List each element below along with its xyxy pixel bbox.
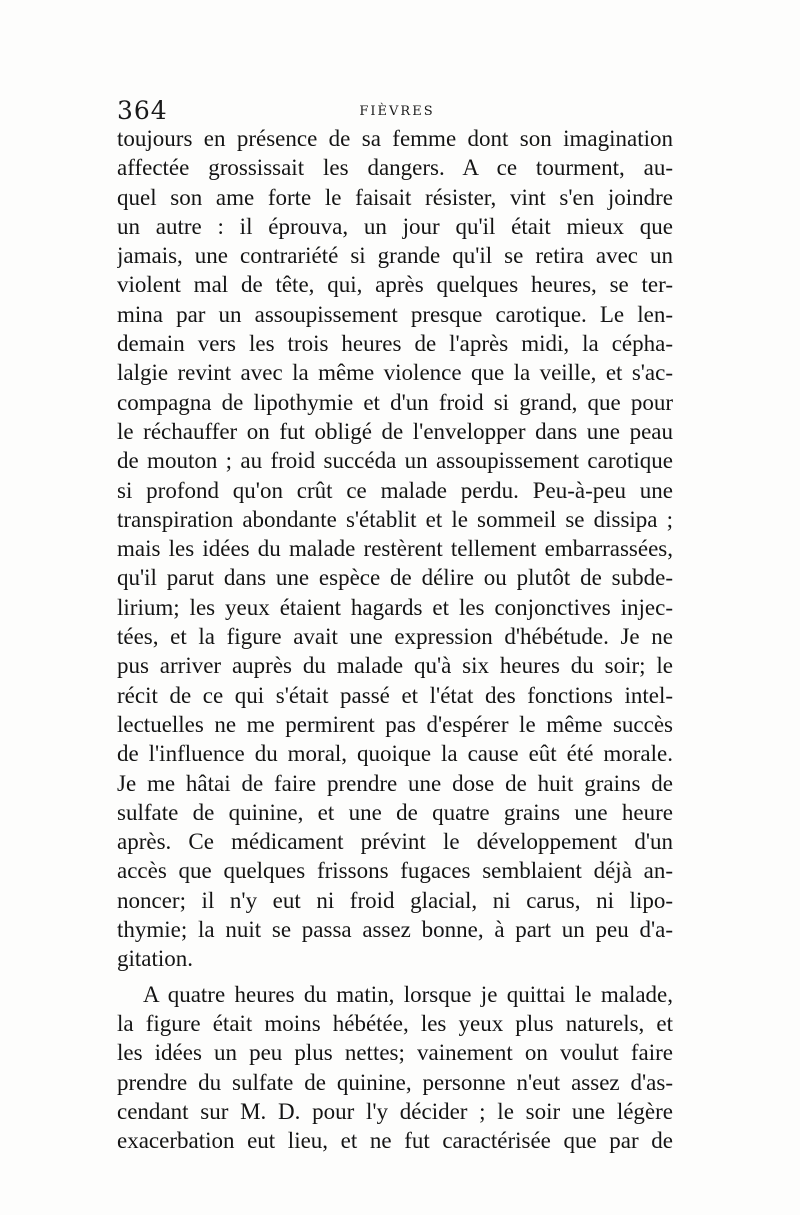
text-line: violent mal de tête, qui, après quelques heures, se ter- [117,272,673,298]
text-line: le réchauffer on fut obligé de l'envelopper dans une peau [117,418,673,444]
text-line: Je me hâtai de faire prendre une dose de huit grains de [117,770,673,796]
text-line: de l'influence du moral, quoique la cause eût été morale. [117,741,673,767]
text-line: après. Ce médicament prévint le développement d'un [117,829,673,855]
text-line: mina par un assoupissement presque carotique. Le len- [117,301,673,327]
text-line: la figure était moins hébétée, les yeux plus naturels, et [117,1010,673,1036]
running-head: FIÈVRES [359,104,435,119]
text-line: de mouton ; au froid succéda un assoupissement carotique [117,448,673,474]
text-line: sulfate de quinine, et une de quatre grains une heure [117,799,673,825]
text-line: lirium; les yeux étaient hagards et les conjonctives injec- [117,594,673,620]
text-line: affectée grossissait les dangers. A ce tourment, au- [117,155,673,181]
text-line: un autre : il éprouva, un jour qu'il était mieux que [117,213,673,239]
text-line: cendant sur M. D. pour l'y décider ; le soir une légère [117,1098,673,1124]
text-line: noncer; il n'y eut ni froid glacial, ni carus, ni lipo- [117,887,673,913]
text-line: pus arriver auprès du malade qu'à six heures du soir; le [117,653,673,679]
body-text [117,124,673,1155]
text-line: compagna de lipothymie et d'un froid si grand, que pour [117,389,673,415]
text-line: mais les idées du malade restèrent tellement embarrassées, [117,536,673,562]
text-line: exacerbation eut lieu, et ne fut caractérisée que par de [117,1128,673,1154]
text-line: prendre du sulfate de quinine, personne n'eut assez d'as- [117,1069,673,1095]
text-line: accès que quelques frissons fugaces semblaient déjà an- [117,858,673,884]
text-line: lalgie revint avec la même violence que la veille, et s'ac- [117,360,673,386]
text-line: lectuelles ne me permirent pas d'espérer le même succès [117,711,673,737]
text-line: transpiration abondante s'établit et le sommeil se dissipa ; [117,506,673,532]
text-line: thymie; la nuit se passa assez bonne, à part un peu d'a- [117,917,673,943]
text-line: jamais, une contrariété si grande qu'il se retira avec un [117,243,673,269]
text-line: demain vers les trois heures de l'après midi, la cépha- [117,331,673,357]
text-line: les idées un peu plus nettes; vainement on voulut faire [117,1040,673,1066]
text-line: qu'il parut dans une espèce de délire ou plutôt de subde- [117,565,673,591]
text-line: quel son ame forte le faisait résister, vint s'en joindre [117,184,673,210]
page-number: 364 [117,96,168,125]
text-line: tées, et la figure avait une expression d'hébétude. Je ne [117,624,673,650]
paragraph [117,124,673,974]
text-line: si profond qu'on crût ce malade perdu. Peu-à-peu une [117,477,673,503]
text-line: toujours en présence de sa femme dont son imagination [117,126,673,151]
text-line: A quatre heures du matin, lorsque je quittai le malade, [143,981,673,1007]
text-line: gitation. [117,946,194,972]
text-line: récit de ce qui s'était passé et l'état des fonctions intel- [117,682,673,708]
paragraph [117,980,673,1156]
